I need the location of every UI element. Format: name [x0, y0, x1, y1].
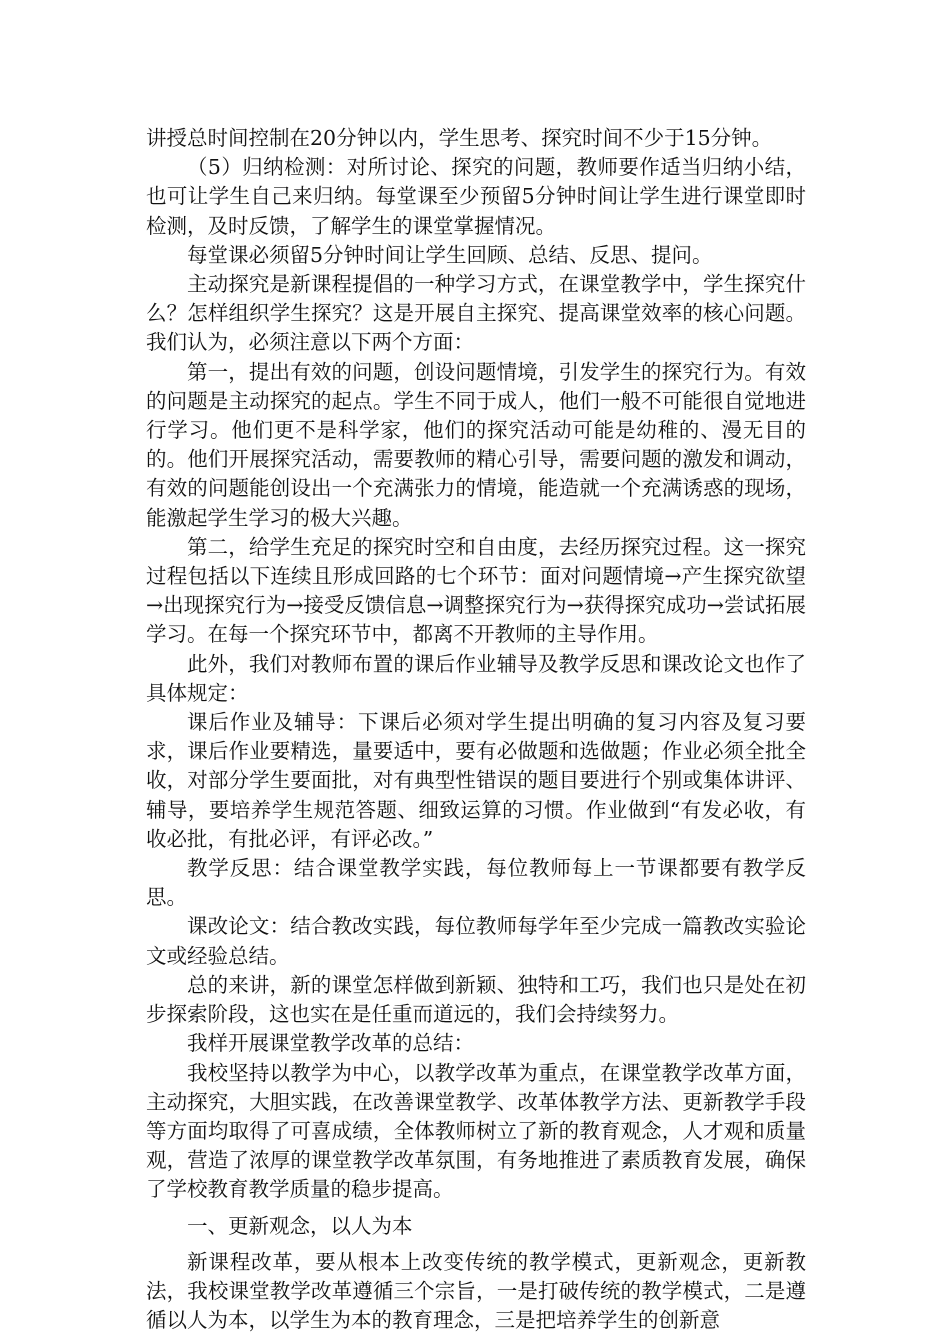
paragraph-review-time: 每堂课必须留5分钟时间让学生回顾、总结、反思、提问。	[187, 242, 713, 267]
paragraph-homework: 课后作业及辅导：下课后必须对学生提出明确的复习内容及复习要求，课后作业要精选，量要适中，要有必做题和选做题；作业必须全批全收，对部分学生要面批，对有典型性错误的题目要进行个别或集体讲评、辅导，要培养学生规范答题、细致运算的习惯。作业做到“有发必收，有收必批，有批必评，有评必改。”	[146, 710, 806, 851]
paragraph-overall: 总的来讲，新的课堂怎样做到新颖、独特和工巧，我们也只是处在初步探索阶段，这也实在是任重而道远的，我们会持续努力。	[146, 972, 806, 1027]
paragraph-first-point: 第一，提出有效的问题，创设问题情境，引发学生的探究行为。有效的问题是主动探究的起点。学生不同于成人，他们一般不可能很自觉地进行学习。他们更不是科学家，他们的探究活动可能是幼稚的、漫无目的的。他们开展探究活动，需要教师的精心引导，需要问题的激发和调动，有效的问题能创设出一个充满张力的情境，能造就一个充满诱惑的现场，能激起学生学习的极大兴趣。	[146, 359, 806, 530]
paragraph-continuation: 讲授总时间控制在20分钟以内，学生思考、探究时间不少于15分钟。	[146, 126, 773, 150]
paragraph-additional-rules: 此外，我们对教师布置的课后作业辅导及教学反思和课改论文也作了具体规定：	[146, 651, 806, 705]
paragraph-summary-title: 我样开展课堂教学改革的总结：	[187, 1031, 474, 1056]
paragraph-active-inquiry: 主动探究是新课程提倡的一种学习方式，在课堂教学中，学生探究什么？怎样组织学生探究？这是开展自主探究、提高课堂效率的核心问题。我们认为，必须注意以下两个方面：	[146, 272, 806, 355]
paragraph-new-curriculum: 新课程改革，要从根本上改变传统的教学模式，更新观念，更新教法，我校课堂教学改革遵循三个宗旨，一是打破传统的教学模式，二是遵循以人为本，以学生为本的教育理念，三是把培养学生的创新意	[146, 1249, 806, 1333]
document-body	[146, 124, 806, 1335]
section-heading: 一、更新观念，以人为本	[187, 1213, 413, 1238]
paragraph-teaching-reflection: 教学反思：结合课堂教学实践，每位教师每上一节课都要有教学反思。	[146, 856, 806, 910]
paragraph-second-point: 第二，给学生充足的探究时空和自由度，去经历探究过程。这一探究过程包括以下连续且形成回路的七个环节：面对问题情境→产生探究欲望→出现探究行为→接受反馈信息→调整探究行为→获得探究成功→尝试拓展学习。在每一个探究环节中，都离不开教师的主导作用。	[146, 534, 806, 647]
paragraph-school-summary: 我校坚持以教学为中心，以教学改革为重点，在课堂教学改革方面，主动探究，大胆实践，在改善课堂教学、改革体教学方法、更新教学手段等方面均取得了可喜成绩，全体教师树立了新的教育观念，人才观和质量观，营造了浓厚的课堂教学改革氛围，有务地推进了素质教育发展，确保了学校教育教学质量的稳步提高。	[146, 1060, 806, 1202]
paragraph-summary-test: （5）归纳检测：对所讨论、探究的问题，教师要作适当归纳小结，也可让学生自己来归纳。每堂课至少预留5分钟时间让学生进行课堂即时检测，及时反馈，了解学生的课堂掌握情况。	[146, 155, 806, 238]
paragraph-reform-paper: 课改论文：结合教改实践，每位教师每学年至少完成一篇教改实验论文或经验总结。	[146, 914, 806, 968]
